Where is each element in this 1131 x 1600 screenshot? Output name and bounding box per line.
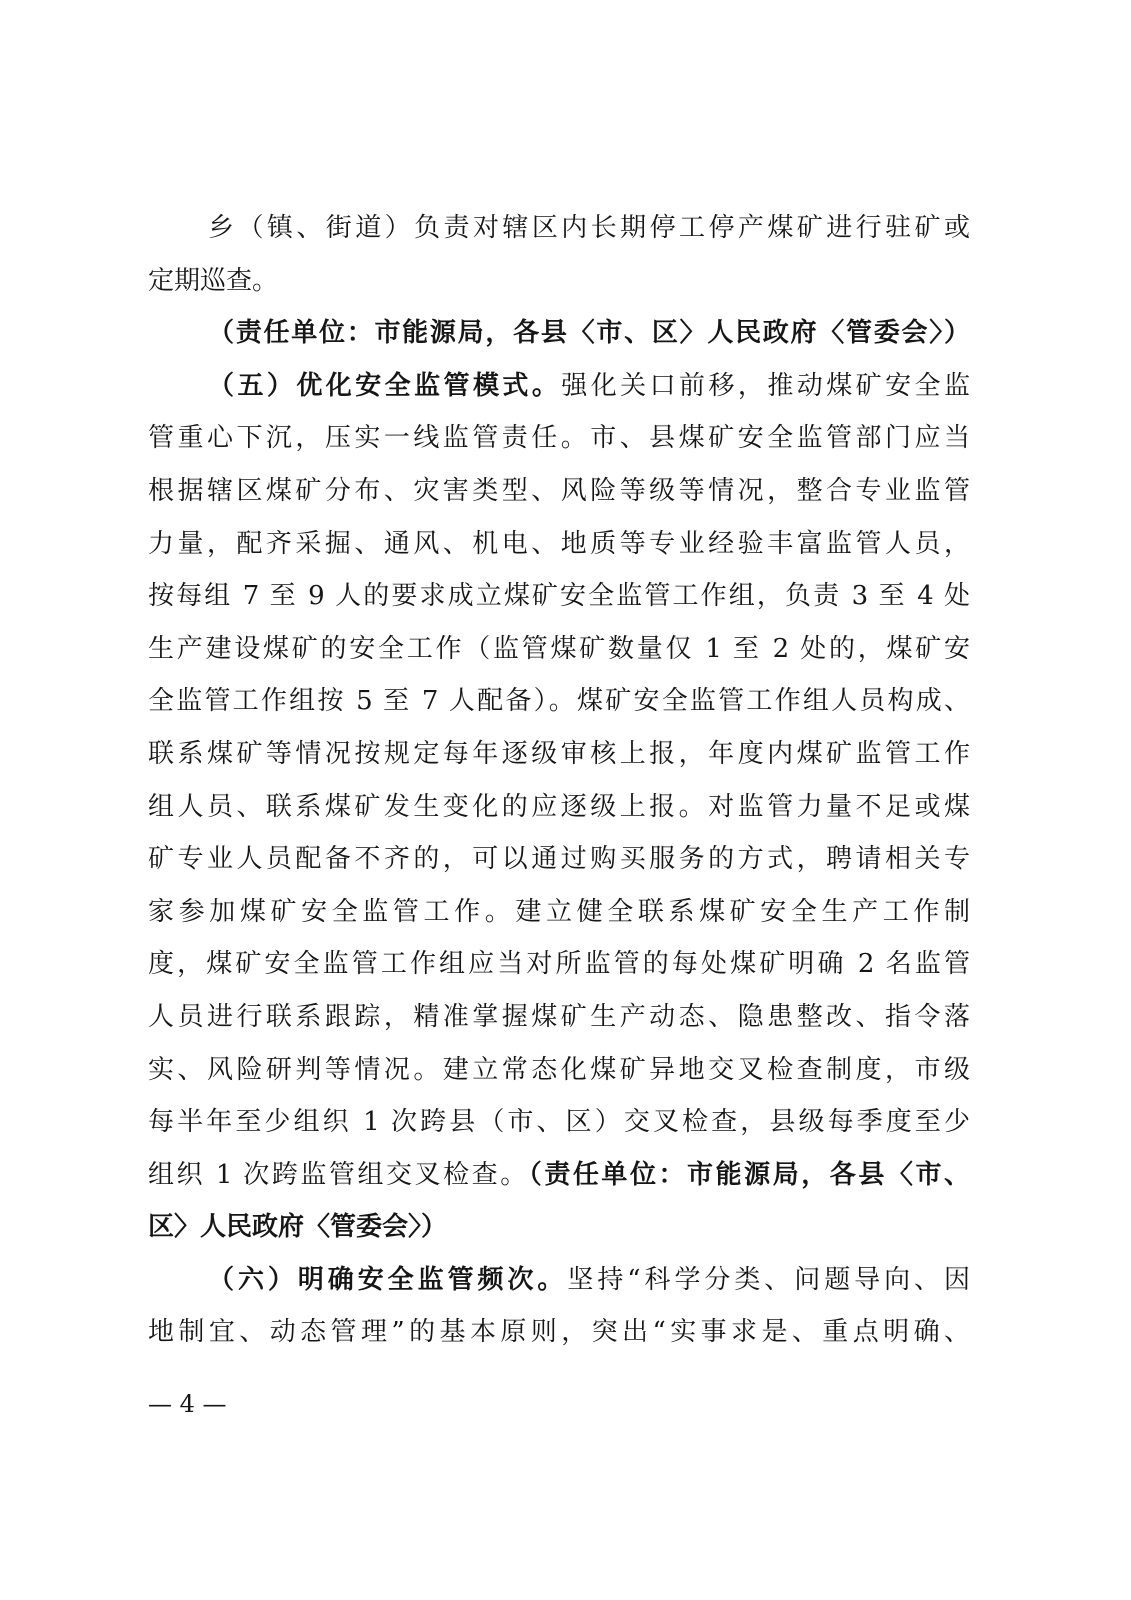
line-text: 全监管工作组按 5 至 7 人配备）。煤矿安全监管工作组人员构成、	[148, 686, 970, 717]
line-text: 坚持“科学分类、问题导向、因	[567, 1264, 970, 1295]
line-text: 按每组 7 至 9 人的要求成立煤矿安全监管工作组，负责 3 至 4 处	[148, 581, 970, 612]
text-line	[148, 1044, 970, 1097]
line-text: 实、风险研判等情况。建立常态化煤矿异地交叉检查制度，市级	[148, 1054, 970, 1085]
line-text: 人员进行联系跟踪，精准掌握煤矿生产动态、隐患整改、指令落	[148, 1001, 970, 1032]
text-line	[148, 255, 970, 308]
text-line	[148, 518, 970, 571]
line-text: 根据辖区煤矿分布、灾害类型、风险等级等情况，整合专业监管	[148, 475, 970, 506]
line-text: 每半年至少组织 1 次跨县（市、区）交叉检查，县级每季度至少	[148, 1107, 970, 1138]
line-text: 组人员、联系煤矿发生变化的应逐级上报。对监管力量不足或煤	[148, 791, 970, 822]
text-line	[148, 886, 970, 939]
line-text: 组织 1 次跨监管组交叉检查。	[148, 1159, 529, 1190]
line-text: 管重心下沉，压实一线监管责任。市、县煤矿安全监管部门应当	[148, 423, 970, 454]
page-number: — 4 —	[148, 1390, 227, 1418]
section-heading: （五）优化安全监管模式。	[208, 370, 562, 401]
text-line	[148, 623, 970, 676]
responsibility-text: 区〉人民政府〈管委会〉）	[148, 1212, 448, 1243]
line-text: 家参加煤矿安全监管工作。建立健全联系煤矿安全生产工作制	[148, 896, 970, 927]
line-text: 力量，配齐采掘、通风、机电、地质等专业经验丰富监管人员，	[148, 528, 970, 559]
responsibility-text: （责任单位：市能源局，各县〈市、区〉人民政府〈管委会〉）	[208, 318, 970, 349]
line-text: 强化关口前移，推动煤矿安全监	[561, 370, 970, 401]
text-line	[148, 202, 970, 255]
text-line	[148, 412, 970, 465]
responsibility-text: （责任单位：市能源局，各县〈市、	[528, 1159, 970, 1190]
text-line	[148, 1306, 970, 1359]
line-text: 度，煤矿安全监管工作组应当对所监管的每处煤矿明确 2 名监管	[148, 949, 970, 980]
text-line	[148, 833, 970, 886]
text-line	[148, 1254, 970, 1307]
text-line	[148, 1096, 970, 1149]
section-heading: （六）明确安全监管频次。	[208, 1264, 568, 1295]
line-text: 联系煤矿等情况按规定每年逐级审核上报，年度内煤矿监管工作	[148, 738, 970, 769]
text-line	[148, 781, 970, 834]
line-text: 乡（镇、街道）负责对辖区内长期停工停产煤矿进行驻矿或	[208, 213, 970, 243]
line-text: 矿专业人员配备不齐的，可以通过购买服务的方式，聘请相关专	[148, 844, 970, 875]
text-line	[148, 1201, 970, 1254]
text-line	[148, 991, 970, 1044]
text-line	[148, 675, 970, 728]
text-line	[148, 360, 970, 413]
text-line	[148, 1149, 970, 1202]
responsibility-line	[148, 307, 970, 360]
line-text: 定期巡查。	[148, 265, 279, 296]
line-text: 生产建设煤矿的安全工作（监管煤矿数量仅 1 至 2 处的，煤矿安	[148, 633, 970, 664]
body-text	[148, 202, 970, 1359]
text-line	[148, 570, 970, 623]
text-line	[148, 728, 970, 781]
text-line	[148, 465, 970, 518]
text-line	[148, 938, 970, 991]
line-text: 地制宜、动态管理”的基本原则，突出“实事求是、重点明确、	[148, 1317, 970, 1348]
